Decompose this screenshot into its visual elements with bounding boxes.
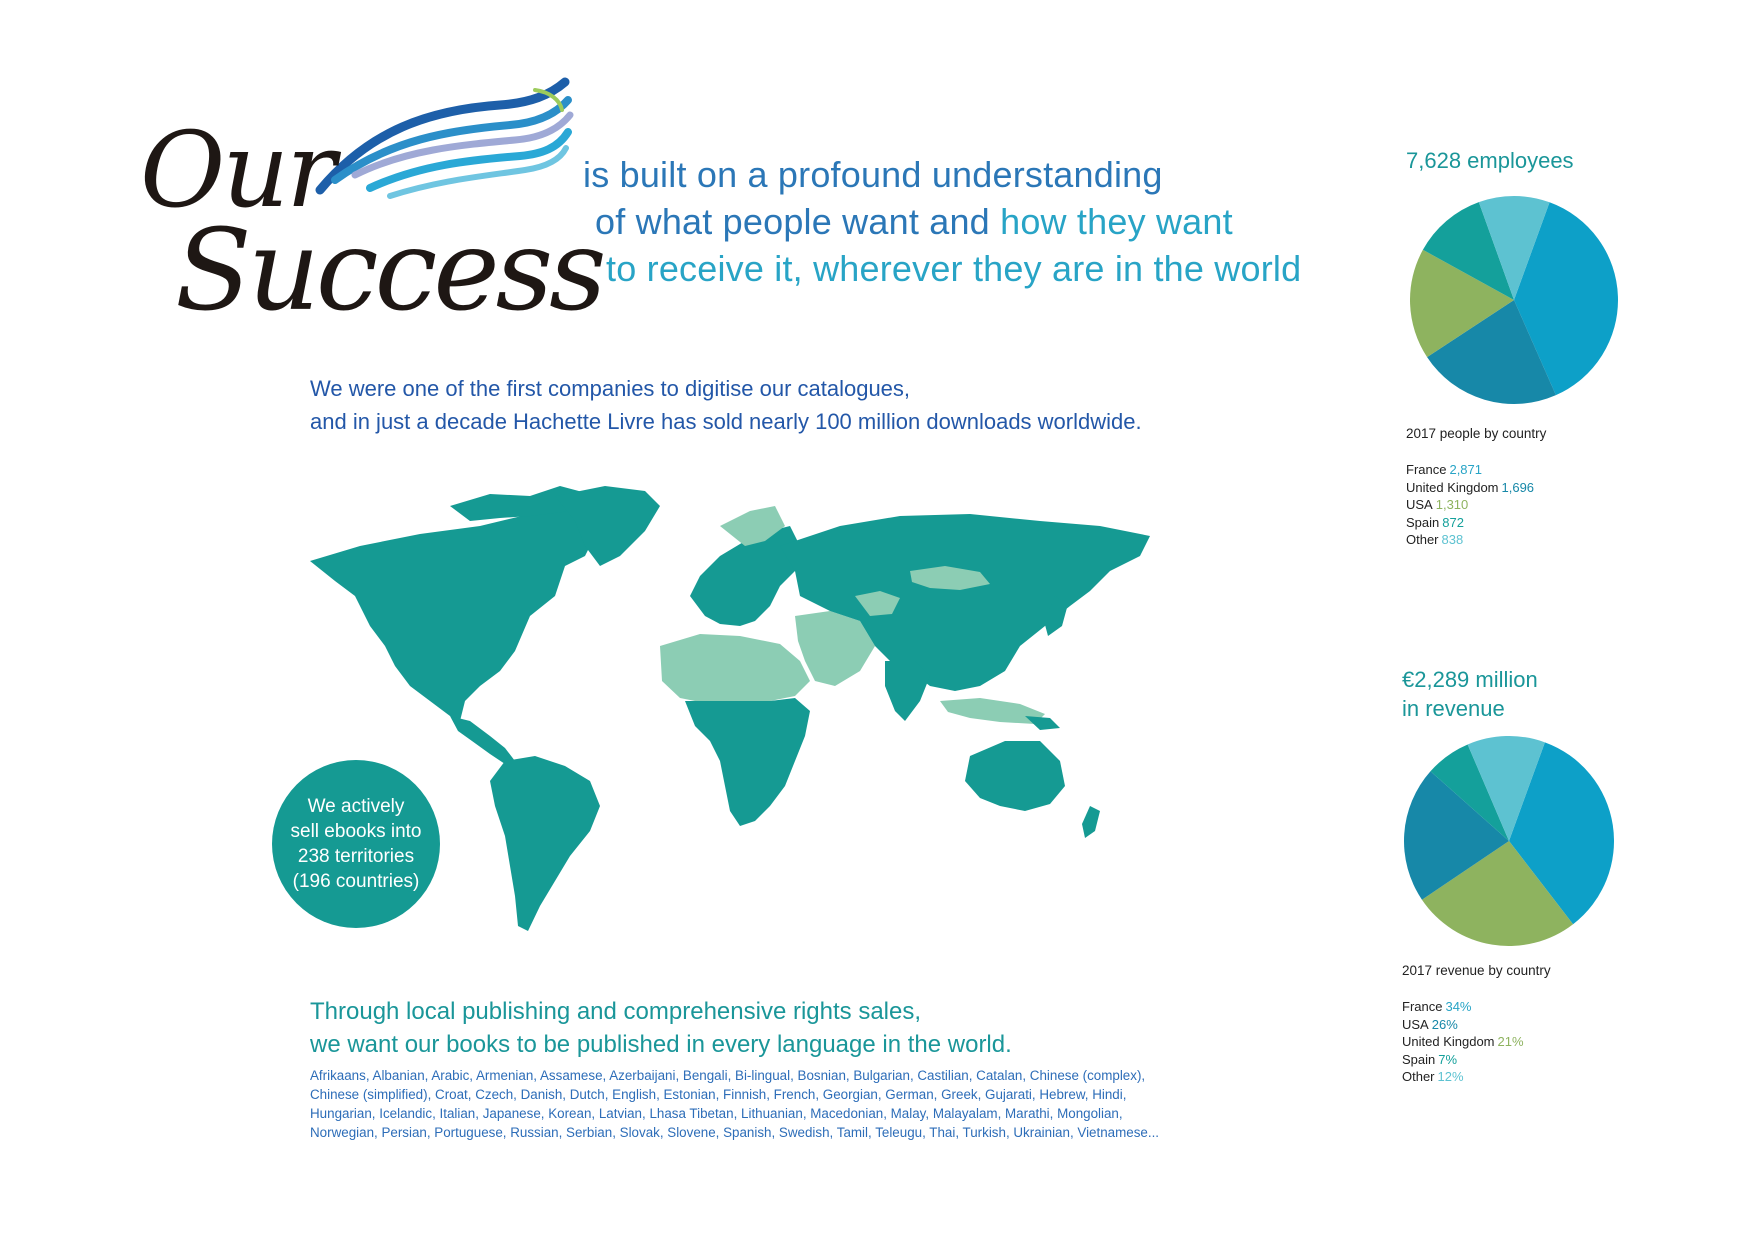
legend-value: 26%	[1431, 1016, 1458, 1032]
map-australia	[965, 741, 1065, 811]
legend-value: 838	[1441, 532, 1464, 547]
employees-legend-item-uk	[1406, 479, 1534, 497]
legend-label: United Kingdom	[1402, 1034, 1495, 1049]
revenue-legend-item-spain	[1402, 1051, 1524, 1069]
tagline-line-2	[595, 201, 1233, 243]
languages-list	[310, 1066, 1270, 1142]
map-africa-north	[660, 634, 810, 704]
territories-badge	[272, 760, 440, 928]
languages-list-line: Afrikaans, Albanian, Arabic, Armenian, Assamese, Azerbaijani, Bengali, Bi-lingual, Bosnian, Bulgarian, Castilian, Catalan, Chinese (complex),	[310, 1068, 1146, 1083]
map-southeast-asia	[940, 698, 1045, 724]
legend-value: 1,310	[1435, 497, 1469, 512]
legend-label: France	[1402, 999, 1443, 1014]
revenue-pie-chart	[1404, 736, 1614, 946]
revenue-caption: 2017 revenue by country	[1402, 963, 1551, 978]
map-new-zealand	[1082, 806, 1100, 838]
map-india	[885, 661, 930, 721]
map-south-america	[490, 756, 600, 931]
legend-value: 34%	[1445, 999, 1472, 1014]
legend-label: United Kingdom	[1406, 479, 1499, 495]
languages-heading-line-2: we want our books to be published in every language in the world.	[310, 1031, 1012, 1058]
revenue-legend-item-usa	[1402, 1016, 1524, 1034]
intro-line-1: We were one of the first companies to digitise our catalogues,	[310, 376, 911, 401]
languages-heading-line-1: Through local publishing and comprehensive rights sales,	[310, 998, 922, 1025]
tagline-line-1: is built on a profound understanding	[583, 154, 1163, 195]
legend-value: 21%	[1497, 1034, 1524, 1049]
employees-legend-item-usa	[1406, 496, 1534, 514]
map-africa-south	[685, 698, 810, 826]
languages-list-line: Chinese (simplified), Croat, Czech, Danish, Dutch, English, Estonian, Finnish, French, Georgian, German, Greek, Gujarati, Hebrew, Hindi,	[310, 1087, 1127, 1102]
tagline-line-2-part-b: how they want	[1000, 201, 1233, 242]
revenue-legend-item-uk	[1402, 1033, 1524, 1051]
title-our: Our	[140, 109, 333, 231]
employees-caption: 2017 people by country	[1406, 426, 1547, 441]
revenue-legend-item-france	[1402, 998, 1524, 1016]
legend-label: USA	[1406, 497, 1433, 512]
employees-legend	[1406, 461, 1534, 549]
map-central-america	[450, 716, 515, 764]
territories-line-1: We actively	[307, 796, 405, 817]
revenue-title-line-1: €2,289 million	[1402, 667, 1538, 692]
legend-label: Other	[1406, 532, 1439, 547]
title-success: Success	[175, 206, 603, 336]
employees-legend-item-france	[1406, 461, 1534, 479]
swoosh-logo	[310, 70, 575, 210]
intro-line-2: and in just a decade Hachette Livre has sold nearly 100 million downloads worldwide.	[310, 409, 1142, 434]
legend-value: 1,696	[1501, 479, 1535, 495]
legend-value: 872	[1442, 514, 1464, 530]
legend-label: USA	[1402, 1016, 1429, 1032]
world-map	[300, 486, 1260, 961]
territories-line-2: sell ebooks into	[290, 821, 422, 842]
employees-title: 7,628 employees	[1406, 148, 1574, 173]
legend-label: Spain	[1402, 1051, 1436, 1067]
legend-value: 12%	[1437, 1069, 1464, 1084]
revenue-legend	[1402, 998, 1524, 1086]
legend-value: 2,871	[1449, 462, 1483, 477]
languages-list-line: Norwegian, Persian, Portuguese, Russian, Serbian, Slovak, Slovene, Spanish, Swedish, Tamil, Teleugu, Thai, Turkish, Ukrainian, Vietnamese...	[310, 1125, 1160, 1140]
legend-label: Other	[1402, 1069, 1435, 1084]
tagline-line-3: to receive it, wherever they are in the world	[606, 248, 1302, 289]
legend-value: 7%	[1438, 1051, 1458, 1067]
legend-label: Spain	[1406, 514, 1440, 530]
territories-line-3: 238 territories	[297, 846, 415, 867]
revenue-title-line-2: in revenue	[1402, 696, 1505, 721]
territories-text	[291, 794, 422, 894]
territories-line-4: (196 countries)	[292, 871, 420, 892]
employees-pie-chart	[1410, 196, 1618, 404]
tagline-line-2-part-a: of what people want and	[595, 201, 990, 242]
legend-label: France	[1406, 462, 1447, 477]
revenue-legend-item-other	[1402, 1068, 1524, 1086]
employees-legend-item-other	[1406, 531, 1534, 549]
employees-legend-item-spain	[1406, 514, 1534, 532]
map-north-america	[310, 508, 600, 721]
languages-list-line: Hungarian, Icelandic, Italian, Japanese, Korean, Latvian, Lhasa Tibetan, Lithuanian, Macedonian, Malay, Malayalam, Marathi, Mongolian,	[310, 1106, 1123, 1121]
